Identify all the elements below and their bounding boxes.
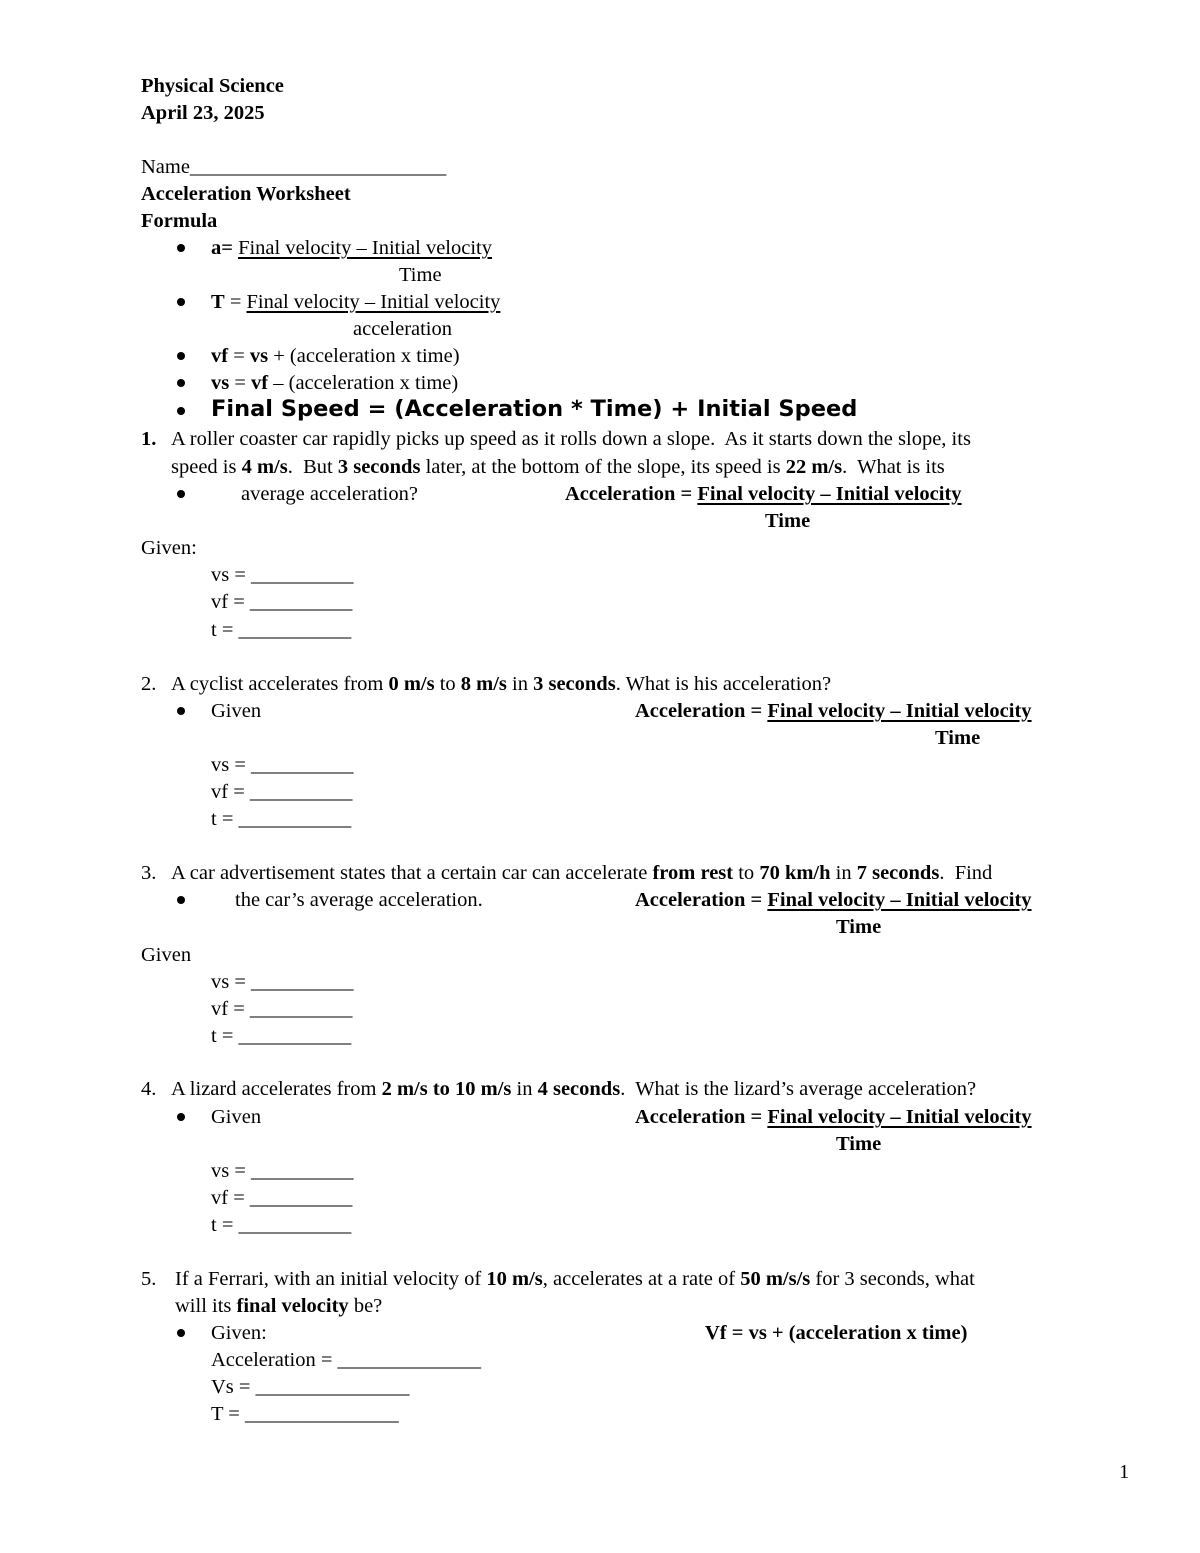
final-speed-value: 70 km/h (759, 862, 831, 884)
text-run: If a Ferrari, with an initial velocity of (175, 1268, 487, 1290)
text-run: to (733, 862, 760, 884)
bullet-dot (177, 896, 185, 904)
worksheet-title: Acceleration Worksheet (141, 183, 351, 205)
t-blank: T = _______________ (211, 1403, 399, 1425)
vs-blank: vs = __________ (211, 754, 354, 776)
equals-sign: = (229, 372, 252, 394)
t-blank: t = ___________ (211, 808, 352, 830)
bullet-dot (177, 352, 185, 360)
worksheet-date: April 23, 2025 (141, 102, 265, 124)
vs-blank: vs = __________ (211, 971, 354, 993)
formula-start-velocity (211, 370, 458, 396)
name-label: Name (141, 156, 190, 178)
vf-blank: vf = __________ (211, 591, 353, 613)
vs-blank: Vs = _______________ (211, 1376, 410, 1398)
acceleration-numerator: Final velocity – Initial velocity (697, 483, 962, 505)
text-run: . What is his acceleration? (615, 673, 832, 695)
vf-term: vf (211, 345, 229, 367)
text-run: later, at the bottom of the slope, its speed is (420, 456, 786, 478)
acceleration-formula (635, 698, 1032, 724)
final-speed-value: 22 m/s (785, 456, 843, 478)
bullet-dot (177, 407, 185, 415)
question-3-line-1 (171, 860, 992, 886)
vs-blank: vs = __________ (211, 564, 354, 586)
acceleration-formula (635, 1104, 1032, 1130)
vf-blank: vf = __________ (211, 998, 353, 1020)
formula-time (211, 289, 500, 315)
question-1-number: 1. (141, 428, 157, 450)
text-run: . What is the lizard’s average acceleration? (620, 1078, 977, 1100)
vs-term: vs (249, 345, 269, 367)
bullet-dot (177, 298, 185, 306)
formula-acceleration (211, 235, 492, 261)
acceleration-numerator: Final velocity – Initial velocity (767, 700, 1032, 722)
formula-a-numerator: Final velocity – Initial velocity (238, 237, 492, 259)
text-run: in (830, 862, 857, 884)
text-run: will its (175, 1295, 237, 1317)
question-5-number: 5. (141, 1268, 157, 1290)
bullet-dot (177, 1113, 185, 1121)
bullet-dot (177, 379, 185, 387)
vf-blank: vf = __________ (211, 781, 353, 803)
initial-speed-value: 0 m/s (388, 673, 435, 695)
text-run: in (506, 673, 534, 695)
name-blank: _________________________ (189, 156, 447, 178)
acceleration-numerator: Final velocity – Initial velocity (767, 889, 1032, 911)
formula-final-velocity (211, 343, 460, 369)
text-run: . But (287, 456, 338, 478)
question-3-line-2: the car’s average acceleration. (235, 889, 483, 911)
formula-t-lhs: T (211, 291, 225, 313)
question-4-number: 4. (141, 1078, 157, 1100)
bullet-dot (177, 244, 185, 252)
text-run: be? (348, 1295, 383, 1317)
acceleration-denominator: Time (935, 727, 981, 749)
initial-speed-value: from rest (652, 862, 734, 884)
time-value: 4 seconds (537, 1078, 621, 1100)
bullet-dot (177, 707, 185, 715)
bullet-dot (177, 490, 185, 498)
vs-term: vs (211, 372, 230, 394)
formula-t-numerator: Final velocity – Initial velocity (246, 291, 501, 313)
vs-blank: vs = __________ (211, 1160, 354, 1182)
acceleration-denominator: Time (765, 510, 811, 532)
question-4-text (171, 1076, 976, 1102)
name-line (141, 154, 446, 180)
time-value: 3 seconds (337, 456, 421, 478)
page-number: 1 (1119, 1461, 1130, 1483)
question-5-line-2 (175, 1293, 382, 1319)
acceleration-label: Acceleration = (635, 1106, 768, 1128)
formula-final-speed: Final Speed = (Acceleration * Time) + Initial Speed (211, 396, 858, 422)
given-label: Given: (141, 537, 197, 559)
question-2-text (171, 671, 831, 697)
text-run: to (434, 673, 461, 695)
text-run: . What is its (842, 456, 945, 478)
acceleration-denominator: Time (836, 1133, 882, 1155)
acceleration-formula (565, 481, 962, 507)
equals-sign: = (224, 291, 247, 313)
text-run: A car advertisement states that a certain car can accelerate (171, 862, 653, 884)
time-value: 7 seconds (856, 862, 940, 884)
formula-a-denominator: Time (399, 264, 442, 286)
speed-range-value: 2 m/s to 10 m/s (381, 1078, 512, 1100)
vf-term: vf (251, 372, 269, 394)
text-run: A cyclist accelerates from (171, 673, 389, 695)
question-1-line-1: A roller coaster car rapidly picks up speed as it rolls down a slope. As it starts down the slope, its (171, 428, 971, 450)
formula-rest: + (acceleration x time) (268, 345, 460, 367)
formula-heading: Formula (141, 210, 218, 232)
given-label: Given (211, 700, 262, 722)
time-value: 3 seconds (533, 673, 616, 695)
acceleration-formula (635, 887, 1032, 913)
initial-speed-value: 4 m/s (241, 456, 288, 478)
final-velocity-term: final velocity (236, 1295, 349, 1317)
text-run: , accelerates at a rate of (542, 1268, 741, 1290)
equals-sign: = (228, 345, 250, 367)
question-3-number: 3. (141, 862, 157, 884)
question-2-number: 2. (141, 673, 157, 695)
t-blank: t = ___________ (211, 1025, 352, 1047)
final-velocity-formula: Vf = vs + (acceleration x time) (705, 1322, 968, 1344)
acceleration-numerator: Final velocity – Initial velocity (767, 1106, 1032, 1128)
t-blank: t = ___________ (211, 1214, 352, 1236)
given-label: Given (211, 1106, 262, 1128)
text-run: speed is (171, 456, 242, 478)
bullet-dot (177, 1329, 185, 1337)
initial-velocity-value: 10 m/s (486, 1268, 543, 1290)
text-run: . Find (939, 862, 993, 884)
acceleration-label: Acceleration = (635, 700, 768, 722)
given-label: Given (141, 944, 192, 966)
t-blank: t = ___________ (211, 619, 352, 641)
acceleration-label: Acceleration = (635, 889, 768, 911)
text-run: A lizard accelerates from (171, 1078, 382, 1100)
acceleration-value: 50 m/s/s (740, 1268, 811, 1290)
course-title: Physical Science (141, 75, 284, 97)
text-run: in (511, 1078, 538, 1100)
given-label: Given: (211, 1322, 267, 1344)
acceleration-denominator: Time (836, 916, 882, 938)
formula-a-lhs: a= (211, 237, 233, 259)
formula-t-denominator: acceleration (353, 318, 453, 340)
final-speed-value: 8 m/s (460, 673, 507, 695)
question-5-line-1 (175, 1266, 975, 1292)
acceleration-label: Acceleration = (565, 483, 698, 505)
formula-rest: – (acceleration x time) (268, 372, 459, 394)
question-1-line-2 (171, 454, 945, 480)
vf-blank: vf = __________ (211, 1187, 353, 1209)
acceleration-blank: Acceleration = ______________ (211, 1349, 482, 1371)
question-1-line-3: average acceleration? (241, 483, 418, 505)
text-run: for 3 seconds, what (810, 1268, 975, 1290)
